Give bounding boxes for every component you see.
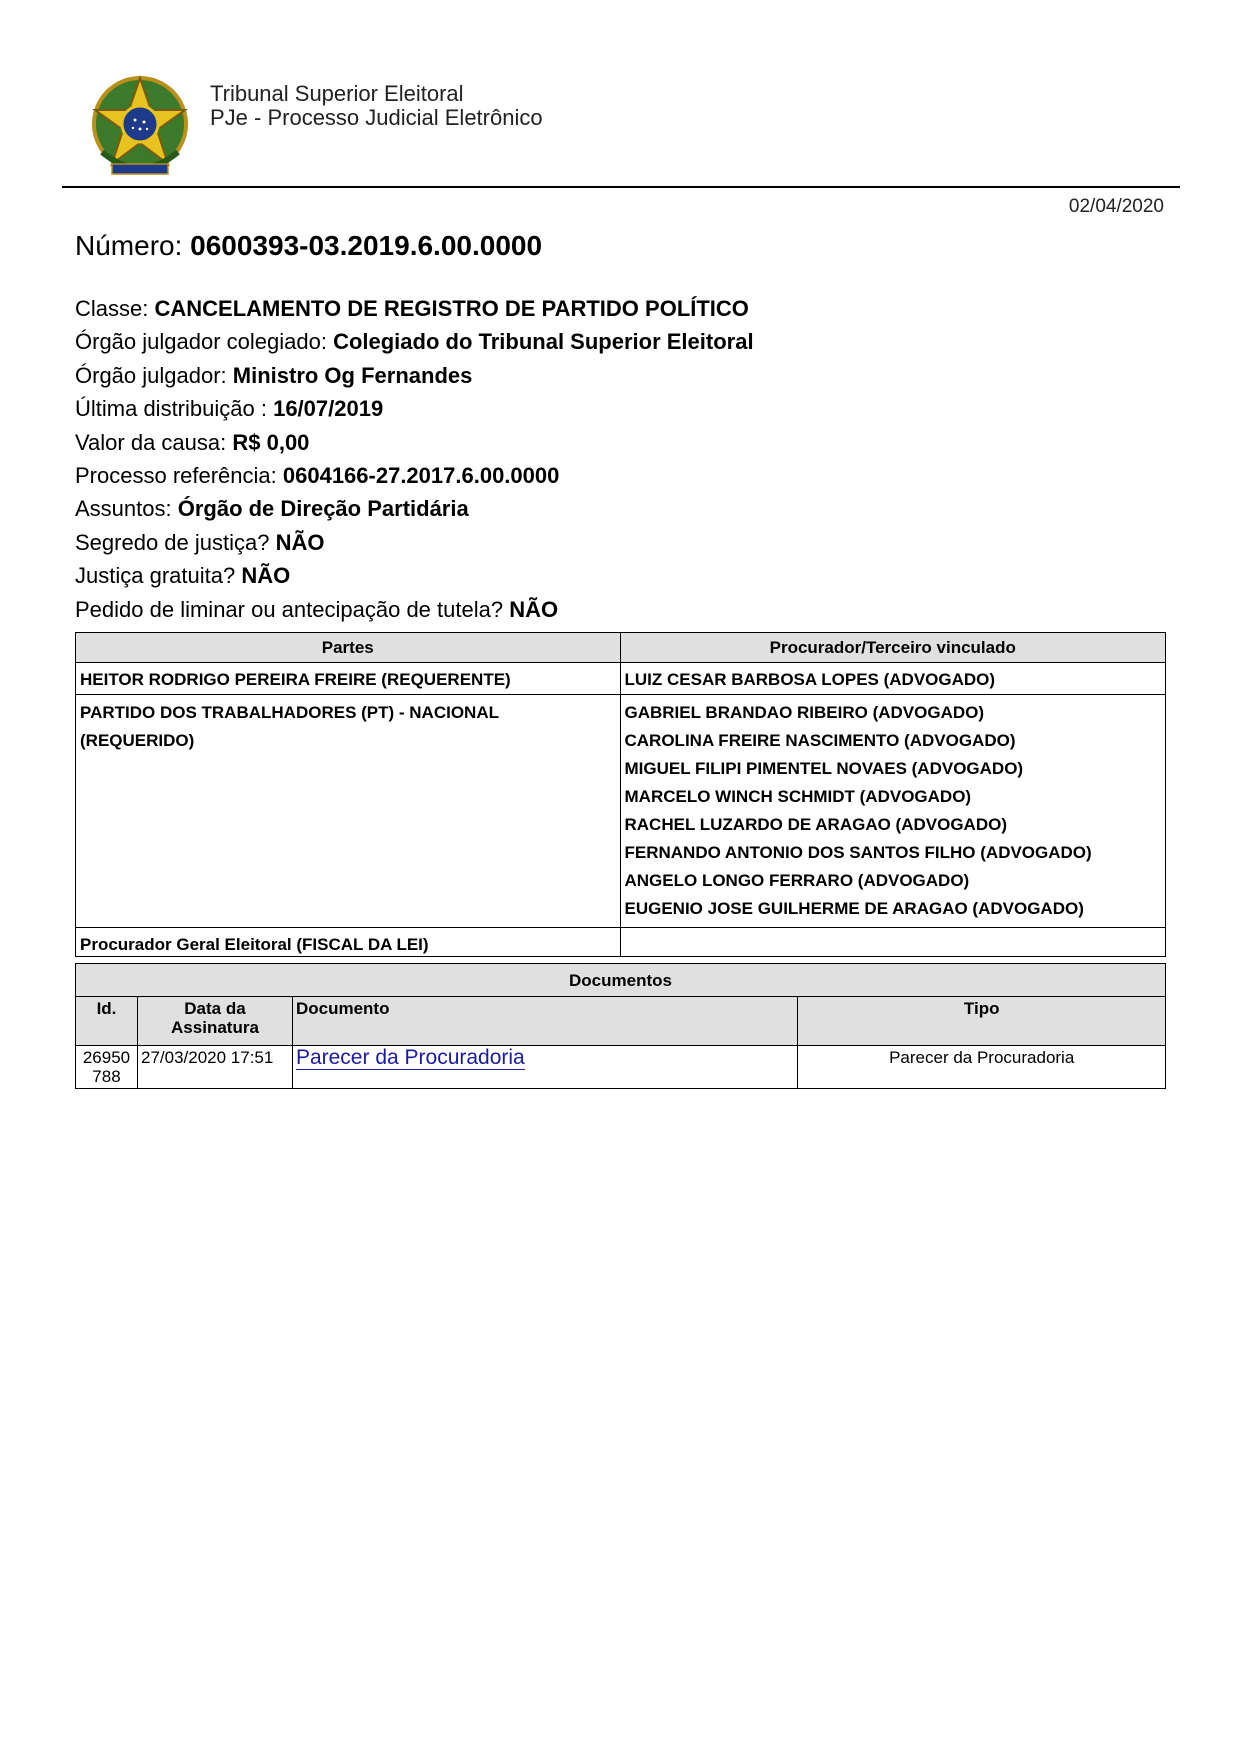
documents-table <box>75 963 1166 1089</box>
field-label: Valor da causa: <box>75 429 233 455</box>
field-pedido-liminar <box>75 593 754 626</box>
table-row <box>76 663 1166 695</box>
field-value: 0604166-27.2017.6.00.0000 <box>282 462 560 488</box>
field-label: Pedido de liminar ou antecipação de tutela? <box>75 596 510 622</box>
lawyer-list <box>620 663 1166 695</box>
parties-header-row <box>76 633 1166 663</box>
table-row <box>76 695 1166 928</box>
field-value: NÃO <box>241 563 291 589</box>
coat-of-arms-icon <box>88 72 192 182</box>
lawyer-name: FERNANDO ANTONIO DOS SANTOS FILHO (ADVOGADO) <box>624 843 1092 862</box>
documents-title: Documentos <box>76 964 1166 997</box>
field-valor-causa <box>75 426 754 459</box>
document-link[interactable]: Parecer da Procuradoria <box>295 1046 525 1069</box>
field-label: Justiça gratuita? <box>75 563 242 589</box>
column-header-id: Id. <box>76 997 138 1046</box>
document-id <box>76 1046 138 1089</box>
document-date: 27/03/2020 17:51 <box>137 1046 292 1089</box>
lawyer-list <box>620 695 1166 928</box>
column-header-data <box>137 997 292 1046</box>
column-header-data-line2: Assinatura <box>171 1018 259 1037</box>
field-justica-gratuita <box>75 559 754 592</box>
field-ultima-distribuicao <box>75 392 754 425</box>
column-header-data-line1: Data da <box>184 999 246 1018</box>
field-value: R$ 0,00 <box>232 429 310 455</box>
field-assuntos <box>75 492 754 525</box>
lawyer-name: MIGUEL FILIPI PIMENTEL NOVAES (ADVOGADO) <box>624 759 1024 778</box>
table-row <box>76 928 1166 957</box>
field-classe <box>75 292 754 325</box>
table-row <box>76 1046 1166 1089</box>
field-value: NÃO <box>509 596 559 622</box>
lawyer-name: MARCELO WINCH SCHMIDT (ADVOGADO) <box>624 787 972 806</box>
field-label: Processo referência: <box>75 462 283 488</box>
field-value: NÃO <box>275 529 325 555</box>
document-cell <box>292 1046 797 1089</box>
organization-name <box>210 82 543 130</box>
field-orgao-julgador <box>75 359 754 392</box>
lawyer-name: ANGELO LONGO FERRARO (ADVOGADO) <box>624 871 970 890</box>
lawyer-name: RACHEL LUZARDO DE ARAGAO (ADVOGADO) <box>624 815 1007 834</box>
field-orgao-colegiado <box>75 325 754 358</box>
field-processo-referencia <box>75 459 754 492</box>
lawyer-name: GABRIEL BRANDAO RIBEIRO (ADVOGADO) <box>624 703 985 722</box>
column-header-documento: Documento <box>292 997 797 1046</box>
document-id-line1: 26950 <box>82 1048 131 1067</box>
process-number-value: 0600393-03.2019.6.00.0000 <box>190 230 543 261</box>
field-label: Assuntos: <box>75 496 178 522</box>
field-value: Ministro Og Fernandes <box>232 362 473 388</box>
parties-table <box>75 632 1166 957</box>
process-fields <box>75 292 754 626</box>
field-label: Última distribuição : <box>75 396 274 422</box>
field-segredo-justica <box>75 526 754 559</box>
field-label: Segredo de justiça? <box>75 529 276 555</box>
lawyer-name: LUIZ CESAR BARBOSA LOPES (ADVOGADO) <box>624 670 996 689</box>
documents-title-row <box>76 964 1166 997</box>
document-header <box>62 68 1180 188</box>
column-header-partes: Partes <box>76 633 621 663</box>
org-line-1: Tribunal Superior Eleitoral <box>210 81 464 106</box>
field-label: Órgão julgador colegiado: <box>75 329 334 355</box>
field-value: CANCELAMENTO DE REGISTRO DE PARTIDO POLÍTICO <box>154 296 749 321</box>
lawyer-name: EUGENIO JOSE GUILHERME DE ARAGAO (ADVOGADO) <box>624 899 1084 918</box>
field-value: 16/07/2019 <box>273 396 384 422</box>
lawyer-list-empty <box>620 928 1166 957</box>
field-value: Órgão de Direção Partidária <box>177 496 469 522</box>
party-name: HEITOR RODRIGO PEREIRA FREIRE (REQUERENTE) <box>76 663 621 695</box>
process-number-label: Número: <box>75 230 191 261</box>
process-number <box>75 230 542 262</box>
party-name: Procurador Geral Eleitoral (FISCAL DA LEI) <box>76 928 621 957</box>
column-header-tipo: Tipo <box>798 997 1166 1046</box>
documents-header-row <box>76 997 1166 1046</box>
field-value: Colegiado do Tribunal Superior Eleitoral <box>333 329 754 355</box>
document-id-line2: 788 <box>92 1067 121 1086</box>
org-line-2: PJe - Processo Judicial Eletrônico <box>210 105 543 130</box>
field-label: Órgão julgador: <box>75 362 233 388</box>
field-label: Classe: <box>75 296 155 321</box>
lawyer-name: CAROLINA FREIRE NASCIMENTO (ADVOGADO) <box>624 731 1016 750</box>
document-type: Parecer da Procuradoria <box>798 1046 1166 1089</box>
column-header-procurador: Procurador/Terceiro vinculado <box>620 633 1166 663</box>
document-date: 02/04/2020 <box>1068 196 1164 217</box>
party-name: PARTIDO DOS TRABALHADORES (PT) - NACIONAL (REQUERIDO) <box>76 695 621 928</box>
